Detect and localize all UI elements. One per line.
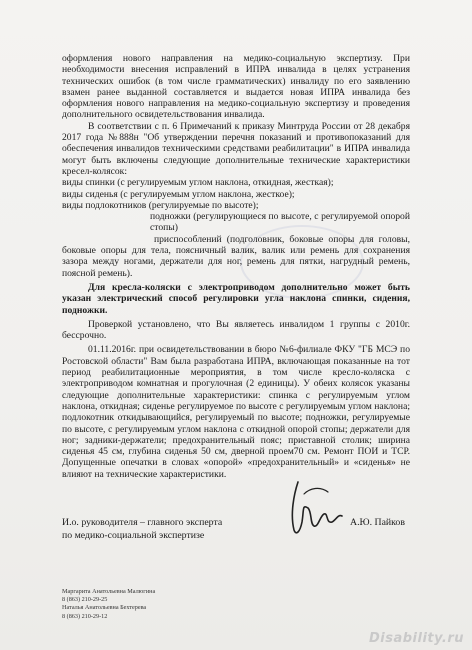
- paragraph-electric-drive: Для кресла-коляски с электроприводом дополнительно может быть указан электрический способ регулировки угла наклона спинки, сидения, подножки.: [62, 281, 410, 316]
- contact-phone-2: 8 (863) 210-29-12: [62, 612, 108, 620]
- contact-phone-1: 8 (863) 210-29-25: [62, 596, 108, 604]
- contact-list: [62, 588, 155, 621]
- signature-block: [62, 516, 422, 542]
- paragraph-examination-history: 01.11.2016г. при освидетельствовании в бюро №6-филиале ФКУ "ГБ МСЭ по Ростовской области" Вам была разработана ИПРА, включающая показанные на тот период реабилитационные мероприятия, в том числе кресло-коляска с электроприводом комнатная и прогулочная (2 единицы). У обеих колясок указаны следующие дополнительные характеристики: спинка с регулируемым углом наклона, откидная; сиденье регулируемое по высоте с регулируемым углом наклона; подлокотник откидывающийся, регулируемый по высоте; подножки, регулируемые по высоте, с регулируемым углом наклона с откидной опорой стопы; держатели для ног; задники-держатели; предохранительный пояс; приставной столик; ширина сиденья 45 см, глубина сиденья 50 см, дверной проем70 см. Ремонт ПОИ и ТСР. Допущенные опечатки в словах «опорой» «предохранительный» и «сиденья» не влияют на технические характеристики.: [62, 344, 410, 480]
- paragraph-check-result: Проверкой установлено, что Вы являетесь инвалидом 1 группы с 2010г. бессрочно.: [62, 318, 410, 342]
- list-item-armrests: виды подлокотников (регулируемые по высоте);: [62, 199, 259, 211]
- signer-position-line1: И.о. руководителя – главного эксперта: [62, 517, 223, 528]
- contact-name-1: Маргарита Анатольевна Малюгина: [62, 588, 156, 595]
- paragraph-ipra-reissue: оформления нового направления на медико-социальную экспертизу. При необходимости внесения исправлений в ИПРА инвалида в целях устранения технических ошибок (в том числе грамматических) инвалиду по его заявлению взамен ранее выданной составляется и выдается новая ИПРА инвалида без оформления нового направления на медико-социальную экспертизу и проведения дополнительного освидетельствования инвалида.: [62, 53, 410, 121]
- site-watermark: Disability.ru: [368, 631, 464, 646]
- list-item-seat: виды сиденья (с регулируемым углом наклона, жесткое);: [62, 188, 295, 200]
- list-item-back: виды спинки (с регулируемым углом наклона, откидная, жесткая);: [62, 177, 334, 189]
- contact-name-2: Наталья Анатольевна Бехтерева: [62, 604, 147, 612]
- signer-position-line2: по медико-социальной экспертизе: [62, 530, 205, 541]
- paragraph-accessories: приспособлений (подголовник, боковые опоры для головы, боковые опоры для тела, поясничный валик, валик или ремень для сохранения зазора между ногами, держатели для ног, ремень для пятки, нагрудный ремень, поясной ремень).: [62, 233, 410, 279]
- paragraph-order-reference: В соответствии с п. 6 Примечаний к приказу Минтруда России от 28 декабря 2017 года №888н "Об утверждении перечня показаний и противопоказаний для обеспечения инвалидов техническими средствами реабилитации" в ИПРА инвалида могут быть включены следующие дополнительные технические характеристики кресел-колясок:: [62, 120, 410, 177]
- signer-name: А.Ю. Пайков: [350, 517, 405, 528]
- letter-body: [62, 53, 410, 480]
- list-item-footrests: подножки (регулирующиеся по высоте, с регулируемой опорой стопы): [150, 211, 410, 234]
